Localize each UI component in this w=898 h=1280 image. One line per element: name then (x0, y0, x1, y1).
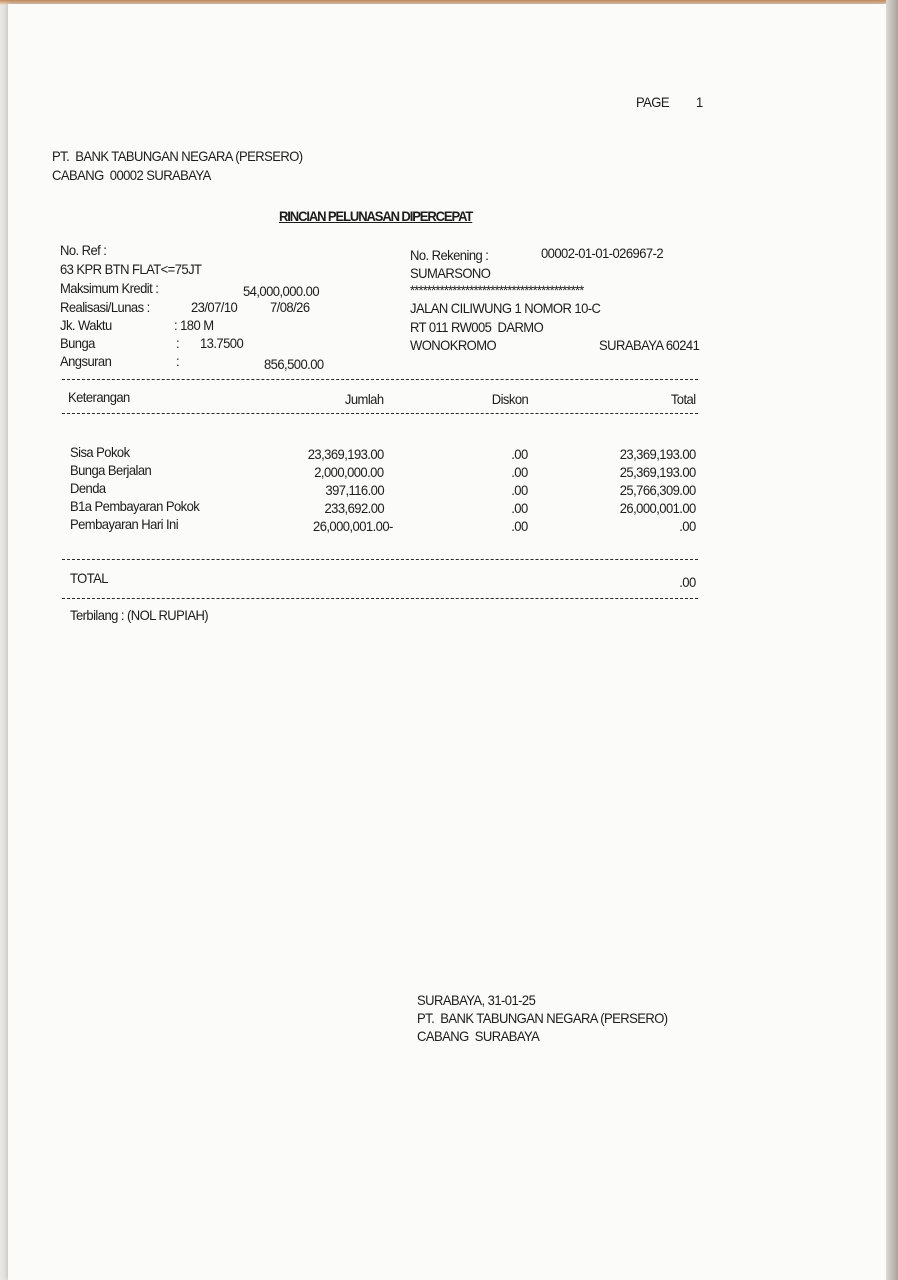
row-discount: .00 (511, 446, 528, 462)
account-label: No. Rekening : (410, 247, 489, 263)
realisation-date: 23/07/10 (191, 299, 238, 315)
row-discount: .00 (511, 482, 528, 498)
account-value: 00002-01-01-026967-2 (541, 245, 664, 261)
term-label: Jk. Waktu (60, 317, 112, 333)
row-total: 25,369,193.00 (619, 464, 696, 480)
divider-before-total (62, 559, 698, 560)
total-label: TOTAL (70, 570, 108, 586)
interest-colon: : (176, 335, 180, 351)
row-desc: Bunga Berjalan (70, 462, 152, 478)
row-total: 25,766,309.00 (619, 482, 696, 498)
page-number: 1 (696, 94, 703, 110)
row-amount: 397,116.00 (325, 482, 384, 498)
row-desc: Sisa Pokok (70, 444, 130, 460)
realisation-label: Realisasi/Lunas : (60, 299, 150, 315)
address-line-1: JALAN CILIWUNG 1 NOMOR 10-C (410, 300, 601, 316)
row-amount: 23,369,193.00 (307, 446, 384, 462)
address-city: SURABAYA 60241 (599, 337, 700, 353)
header-total: Total (671, 391, 696, 407)
installment-label: Angsuran (60, 353, 112, 369)
installment-value: 856,500.00 (264, 356, 324, 372)
ref-label: No. Ref : (60, 242, 107, 258)
row-total: .00 (679, 518, 696, 534)
header-jumlah: Jumlah (345, 391, 384, 407)
max-credit-value: 54,000,000.00 (243, 283, 320, 299)
header-keterangan: Keterangan (68, 389, 130, 405)
row-discount: .00 (511, 464, 528, 480)
total-value: .00 (679, 574, 696, 590)
page-label: PAGE (636, 94, 669, 110)
footer-bank: PT. BANK TABUNGAN NEGARA (PERSERO) (417, 1010, 668, 1026)
row-total: 23,369,193.00 (619, 446, 696, 462)
bank-branch: CABANG 00002 SURABAYA (52, 167, 211, 183)
divider-top (62, 379, 698, 380)
terbilang-text: Terbilang : (NOL RUPIAH) (70, 607, 209, 623)
row-discount: .00 (511, 500, 528, 516)
row-amount: 2,000,000.00 (314, 464, 384, 480)
ref-value: 63 KPR BTN FLAT<=75JT (60, 261, 202, 277)
stars-line: ***************************************** (410, 282, 584, 298)
interest-value: 13.7500 (200, 335, 244, 351)
document-title: RINCIAN PELUNASAN DIPERCEPAT (279, 208, 473, 224)
installment-colon: : (176, 353, 180, 369)
term-value: : 180 M (174, 317, 214, 333)
footer-place-date: SURABAYA, 31-01-25 (417, 992, 536, 1008)
row-amount: 26,000,001.00- (313, 518, 393, 534)
max-credit-label: Maksimum Kredit : (60, 280, 159, 296)
settle-date: 7/08/26 (270, 299, 310, 315)
customer-name: SUMARSONO (410, 265, 491, 281)
document-page (8, 4, 886, 1280)
row-desc: B1a Pembayaran Pokok (70, 498, 200, 514)
footer-branch: CABANG SURABAYA (417, 1028, 540, 1044)
divider-header (62, 413, 698, 414)
row-discount: .00 (511, 518, 528, 534)
row-desc: Denda (70, 480, 106, 496)
interest-label: Bunga (60, 335, 95, 351)
row-amount: 233,692.00 (324, 500, 384, 516)
header-diskon: Diskon (491, 391, 528, 407)
row-desc: Pembayaran Hari Ini (70, 516, 179, 532)
bank-name: PT. BANK TABUNGAN NEGARA (PERSERO) (52, 148, 303, 164)
divider-after-total (62, 598, 698, 599)
paper-right-edge (886, 0, 898, 1280)
address-line-3: WONOKROMO (410, 337, 497, 353)
row-total: 26,000,001.00 (619, 500, 696, 516)
address-line-2: RT 011 RW005 DARMO (410, 319, 544, 335)
